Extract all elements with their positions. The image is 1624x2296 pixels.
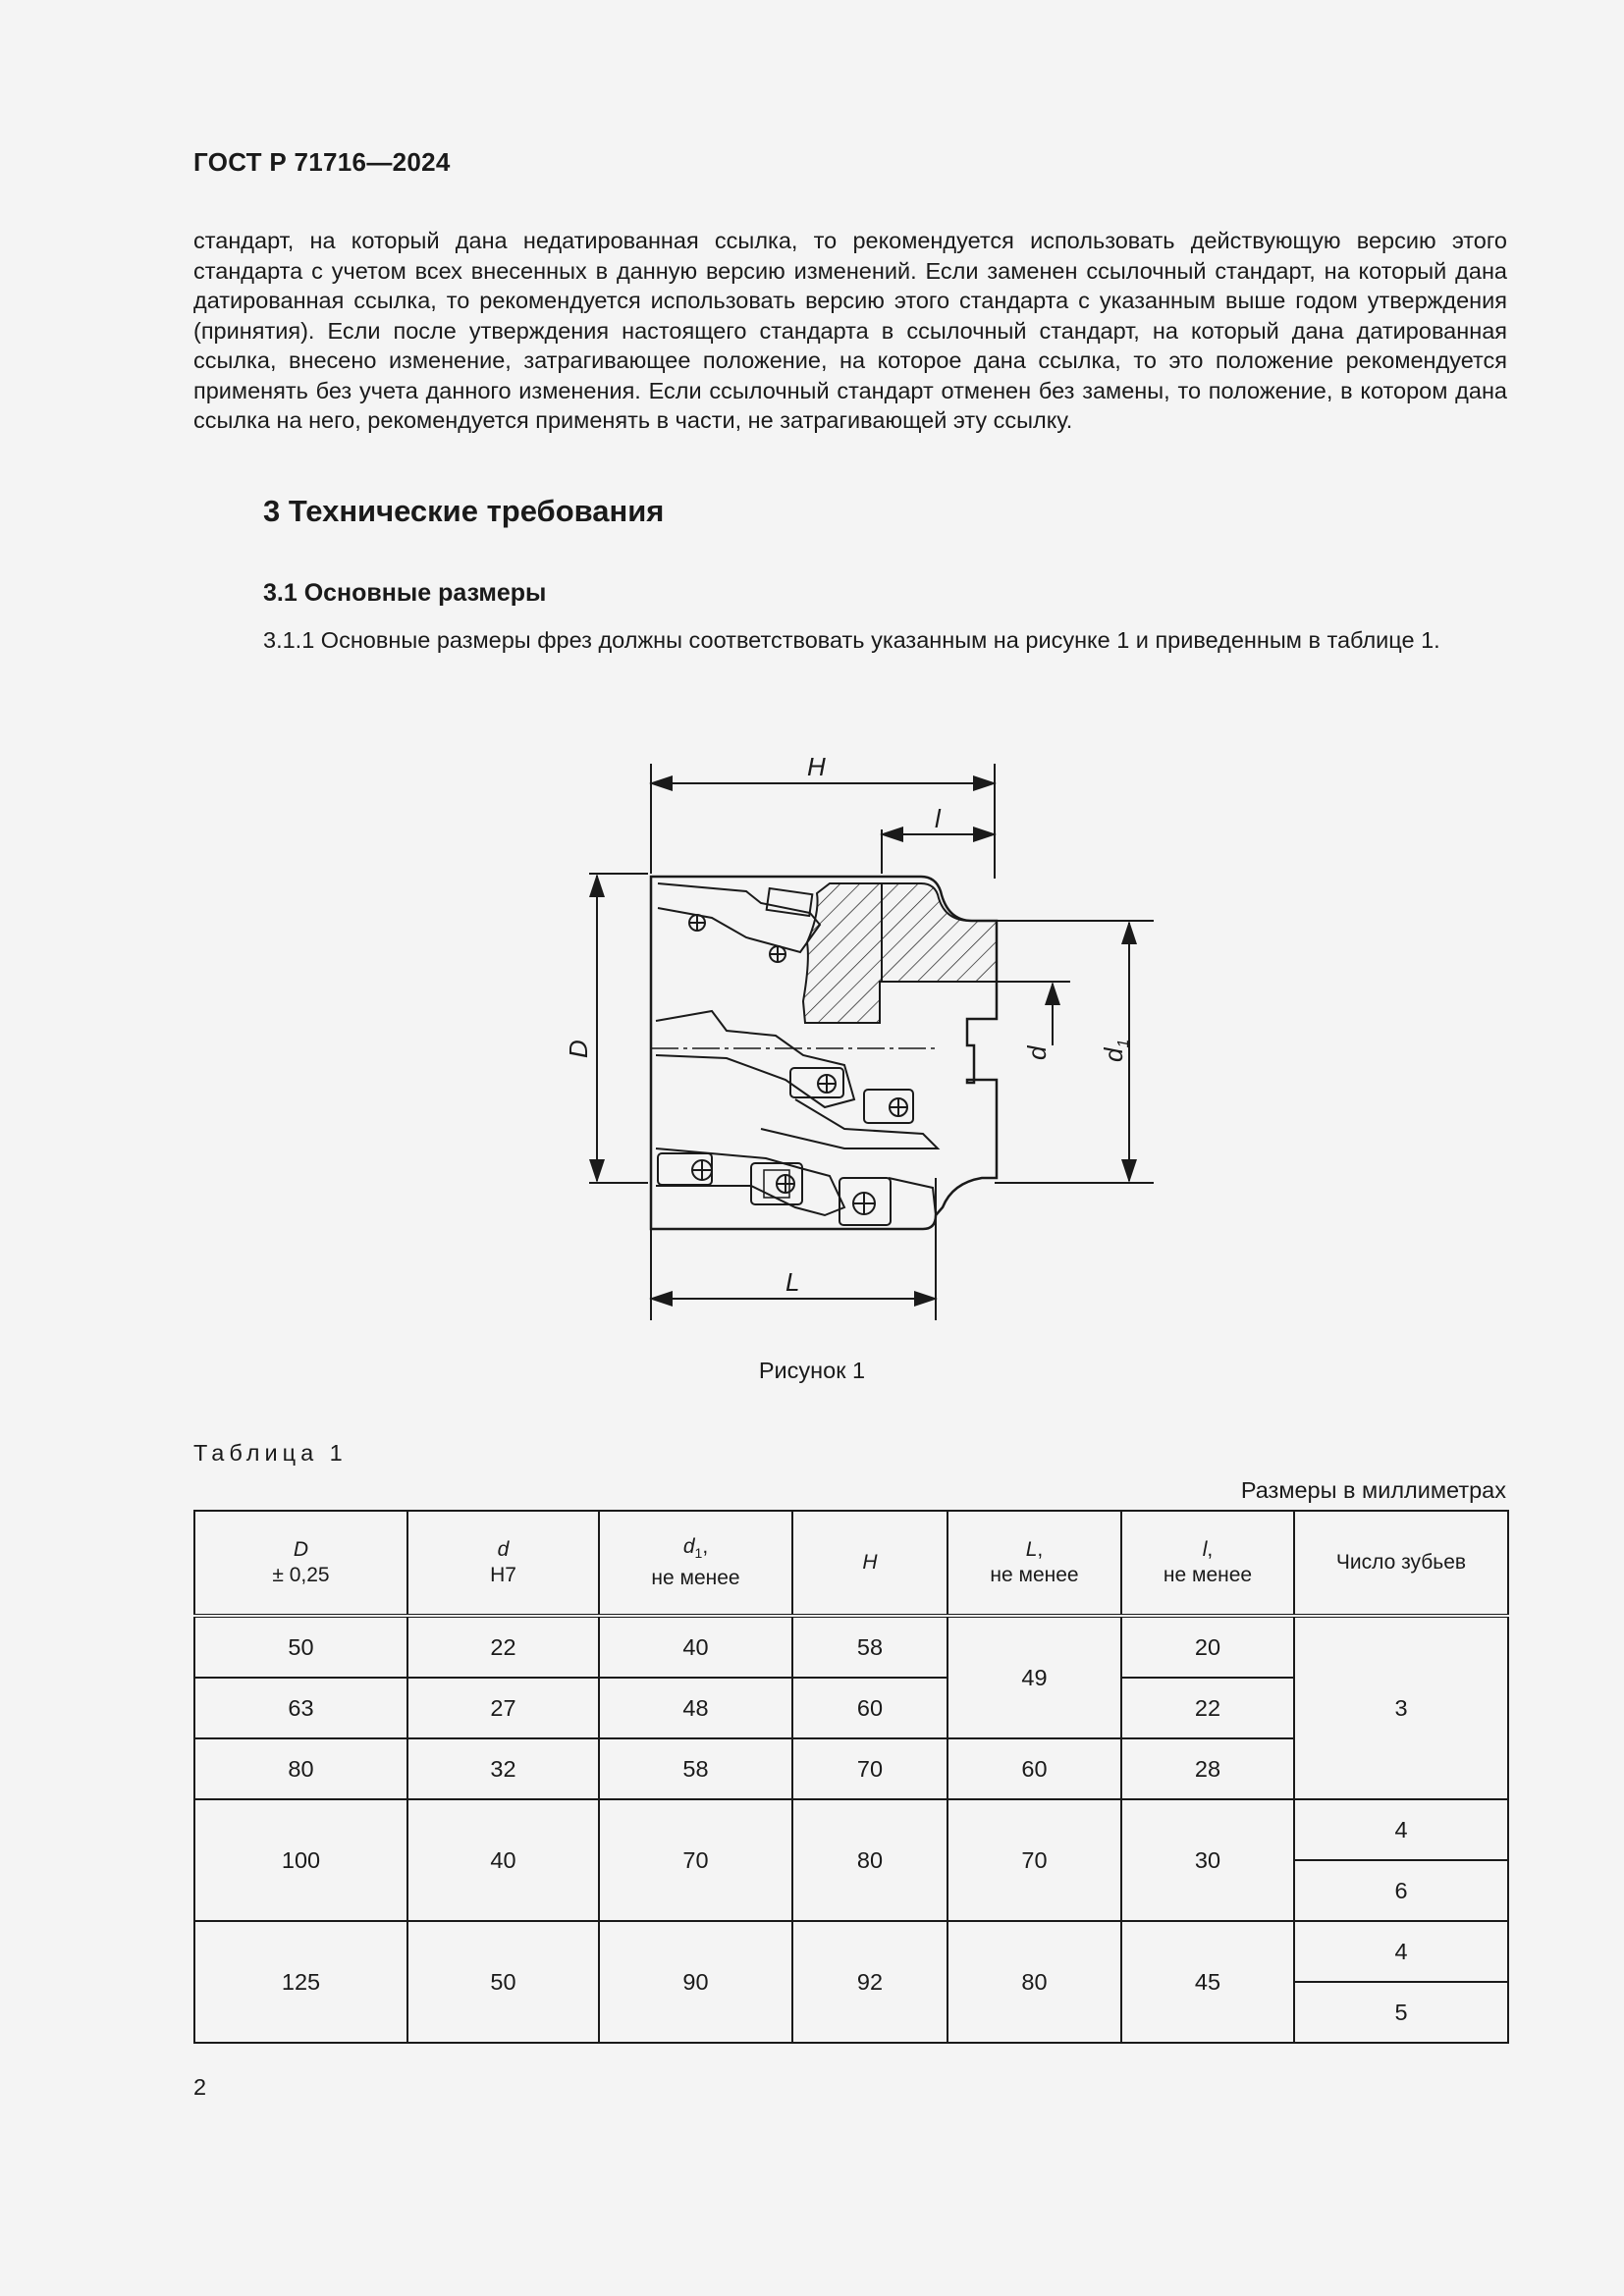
subsection-title: 3.1 Основные размеры	[263, 579, 547, 607]
header-d: d H7	[407, 1511, 599, 1616]
dimensions-table	[193, 1510, 1509, 2044]
cell-d1: 40	[599, 1616, 792, 1678]
cell-D: 63	[194, 1678, 407, 1738]
header-D: D ± 0,25	[194, 1511, 407, 1616]
cell-L: 80	[947, 1921, 1121, 2043]
table-row	[194, 1616, 1508, 1678]
cell-teeth: 4	[1294, 1799, 1508, 1860]
dim-label-l: l	[935, 804, 941, 833]
cell-d1: 70	[599, 1799, 792, 1921]
cell-D: 80	[194, 1738, 407, 1799]
cell-D: 50	[194, 1616, 407, 1678]
cell-d1: 48	[599, 1678, 792, 1738]
cell-H: 92	[792, 1921, 947, 2043]
dim-label-d: d	[1022, 1045, 1052, 1060]
table-header-row	[194, 1511, 1508, 1616]
cell-l: 28	[1121, 1738, 1294, 1799]
figure-caption: Рисунок 1	[758, 1358, 866, 1383]
cell-L: 70	[947, 1799, 1121, 1921]
cell-D: 125	[194, 1921, 407, 2043]
header-d1: $d_1$, не менее	[599, 1511, 792, 1616]
dim-label-H: H	[807, 752, 826, 781]
header-L: L, не менее	[947, 1511, 1121, 1616]
cell-d1: 90	[599, 1921, 792, 2043]
cell-D: 100	[194, 1799, 407, 1921]
header-H: H	[792, 1511, 947, 1616]
cell-teeth: 3	[1294, 1616, 1508, 1799]
cell-l: 45	[1121, 1921, 1294, 2043]
cell-d: 22	[407, 1616, 599, 1678]
header-l: l, не менее	[1121, 1511, 1294, 1616]
dim-label-d1: $d_1$	[1099, 1039, 1132, 1062]
cell-l: 30	[1121, 1799, 1294, 1921]
cell-H: 70	[792, 1738, 947, 1799]
cell-teeth: 4	[1294, 1921, 1508, 1982]
table-units: Размеры в миллиметрах	[1240, 1477, 1506, 1503]
cell-L: 49	[947, 1616, 1121, 1738]
table-row	[194, 1921, 1508, 1982]
dim-label-L: L	[785, 1267, 800, 1297]
section-title: 3 Технические требования	[263, 494, 665, 528]
cell-teeth: 5	[1294, 1982, 1508, 2043]
cell-l: 20	[1121, 1616, 1294, 1678]
cell-H: 58	[792, 1616, 947, 1678]
cell-d: 40	[407, 1799, 599, 1921]
cell-d1: 58	[599, 1738, 792, 1799]
cell-l: 22	[1121, 1678, 1294, 1738]
figure-1-drawing	[550, 746, 1178, 1335]
milling-cutter-drawing	[550, 746, 1178, 1335]
cell-d: 50	[407, 1921, 599, 2043]
cell-H: 60	[792, 1678, 947, 1738]
cell-d: 32	[407, 1738, 599, 1799]
cell-teeth: 6	[1294, 1860, 1508, 1921]
cell-d: 27	[407, 1678, 599, 1738]
clause-3-1-1: 3.1.1 Основные размеры фрез должны соответствовать указанным на рисунке 1 и приведенным в таблице 1.	[263, 627, 1440, 653]
page-number: 2	[193, 2074, 207, 2100]
cell-H: 80	[792, 1799, 947, 1921]
dim-label-D: D	[564, 1040, 593, 1058]
table-row	[194, 1799, 1508, 1860]
cell-L: 60	[947, 1738, 1121, 1799]
document-header: ГОСТ Р 71716—2024	[193, 147, 451, 177]
intro-paragraph: стандарт, на который дана недатированная ссылка, то рекомендуется использовать действующую версию этого стандарта с учетом всех внесенных в данную версию изменений. Если заменен ссылочный стандарт, на который дана датированная ссылка, то рекомендуется использовать версию этого стандарта с указанным выше годом утверждения (принятия). Если после утверждения настоящего стандарта в ссылочный стандарт, на который дана датированная ссылка, внесено изменение, затрагивающее положение, на которое дана ссылка, то это положение рекомендуется применять без учета данного изменения. Если ссылочный стандарт отменен без замены, то положение, в котором дана ссылка на него, рекомендуется применять в части, не затрагивающей эту ссылку.	[193, 228, 1507, 433]
header-teeth: Число зубьев	[1294, 1511, 1508, 1616]
table-title: Таблица 1	[193, 1440, 348, 1466]
